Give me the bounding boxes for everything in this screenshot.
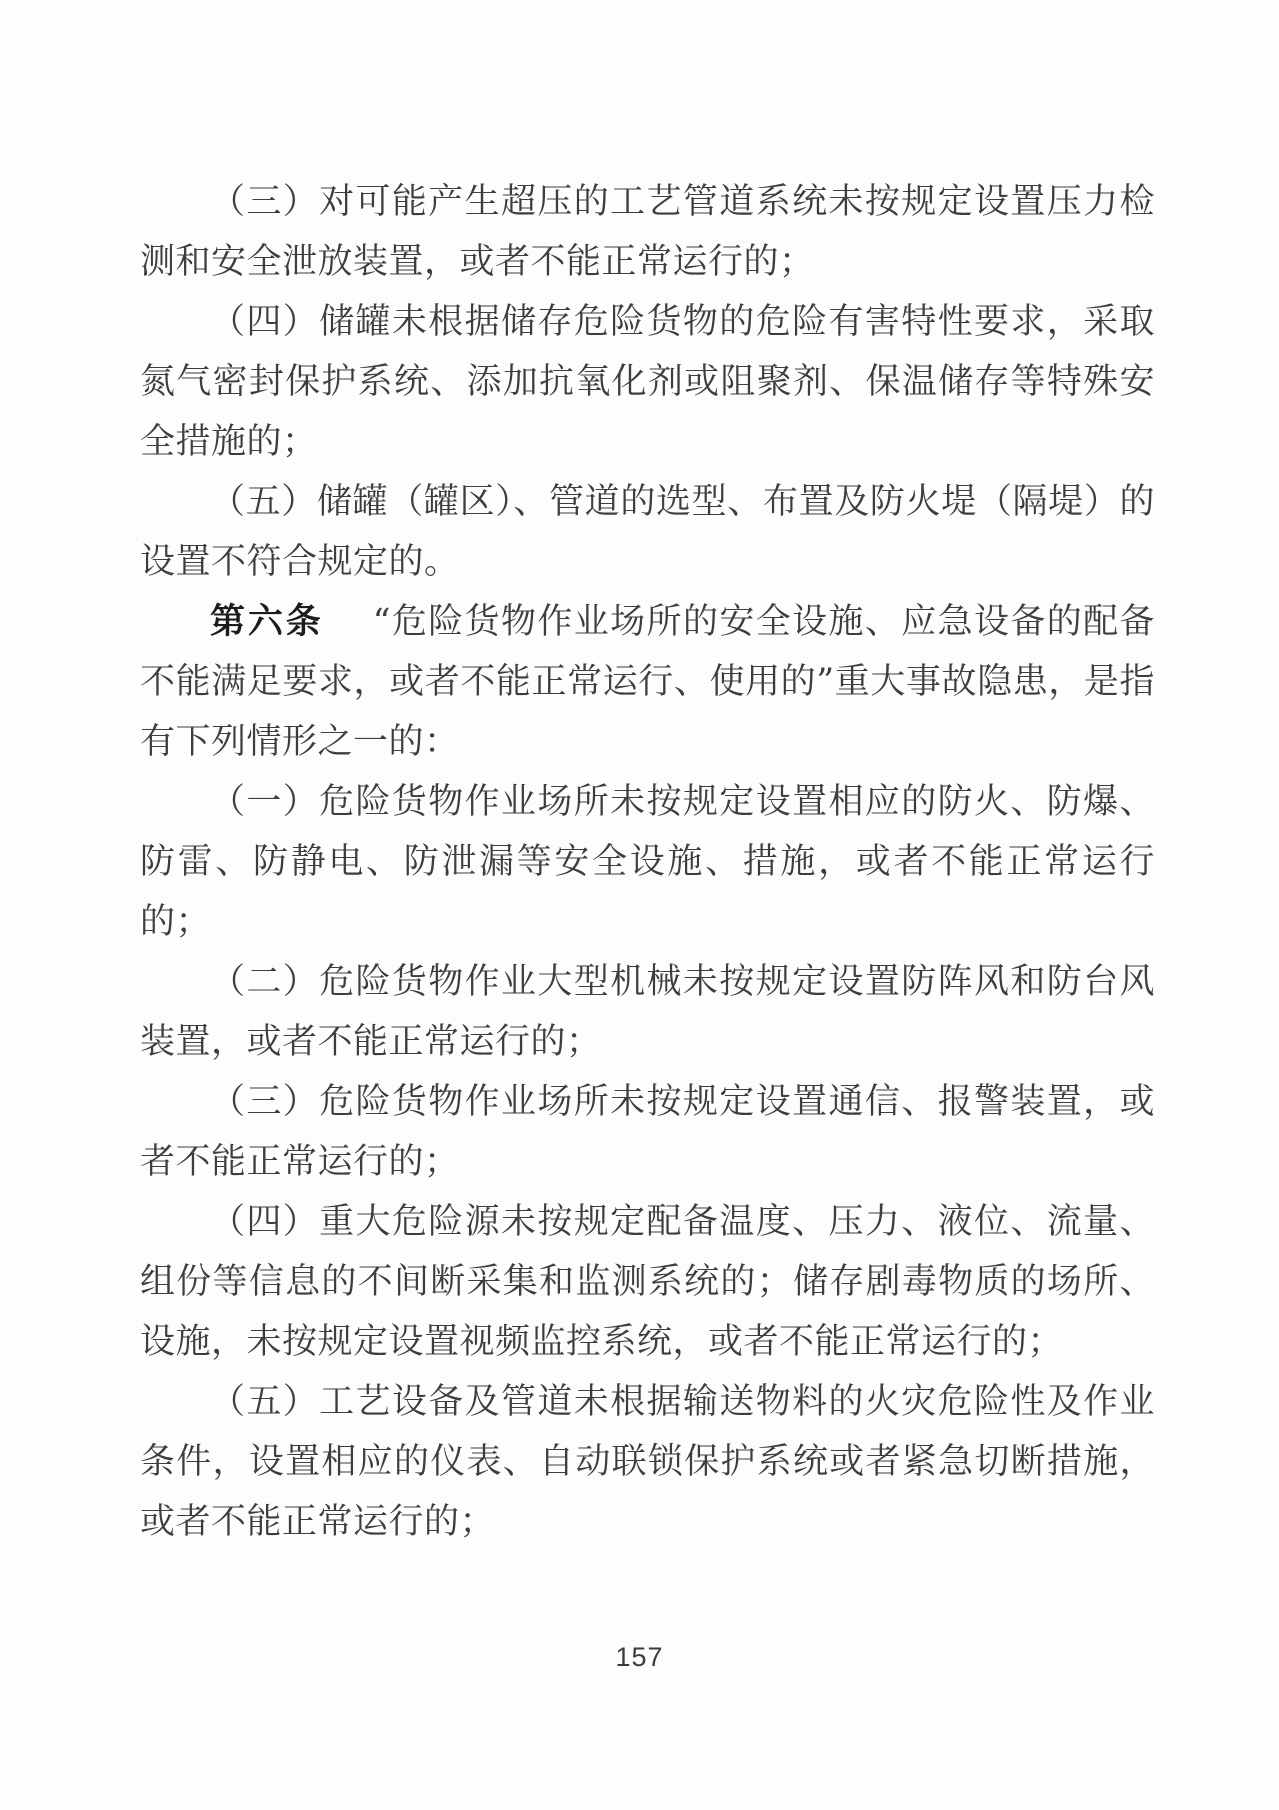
clause-text: （五）工艺设备及管道未根据输送物料的火灾危险性及作业条件，设置相应的仪表、自动联锁保护系统或者紧急切断措施，或者不能正常运行的； [140, 1382, 1155, 1542]
clause-text: （四）储罐未根据储存危险货物的危险有害特性要求，采取氮气密封保护系统、添加抗氧化剂或阻聚剂、保温储存等特殊安全措施的； [140, 302, 1155, 462]
clause-text: （四）重大危险源未按规定配备温度、压力、液位、流量、组份等信息的不间断采集和监测系统的；储存剧毒物质的场所、设施，未按规定设置视频监控系统，或者不能正常运行的； [140, 1202, 1155, 1362]
clause-paragraph-4-storage-tank [140, 292, 1155, 472]
article-six-paragraph [140, 592, 1155, 772]
clause-paragraph-5-process-equipment [140, 1372, 1155, 1552]
clause-text: （三）危险货物作业场所未按规定设置通信、报警装置，或者不能正常运行的； [140, 1082, 1155, 1182]
clause-text: （二）危险货物作业大型机械未按规定设置防阵风和防台风装置，或者不能正常运行的； [140, 962, 1155, 1062]
page-number: 157 [615, 1642, 664, 1672]
clause-text: （三）对可能产生超压的工艺管道系统未按规定设置压力检测和安全泄放装置，或者不能正常运行的； [140, 182, 1155, 282]
clause-text: （一）危险货物作业场所未按规定设置相应的防火、防爆、防雷、防静电、防泄漏等安全设施、措施，或者不能正常运行的； [140, 782, 1155, 942]
clause-paragraph-3-overpressure [140, 172, 1155, 292]
article-six-label: 第六条 [210, 601, 324, 642]
document-text-block [140, 172, 1155, 1552]
clause-paragraph-4-major-hazard-monitoring [140, 1192, 1155, 1372]
article-six-text: “危险货物作业场所的安全设施、应急设备的配备不能满足要求，或者不能正常运行、使用的”重大事故隐患，是指有下列情形之一的： [140, 602, 1155, 762]
clause-paragraph-5-tank-layout [140, 472, 1155, 592]
clause-paragraph-2-large-machinery [140, 952, 1155, 1072]
page-footer [0, 1642, 1279, 1673]
clause-text: （五）储罐（罐区）、管道的选型、布置及防火堤（隔堤）的设置不符合规定的。 [140, 482, 1155, 582]
clause-paragraph-3-communication-alarm [140, 1072, 1155, 1192]
clause-paragraph-1-fire-protection [140, 772, 1155, 952]
